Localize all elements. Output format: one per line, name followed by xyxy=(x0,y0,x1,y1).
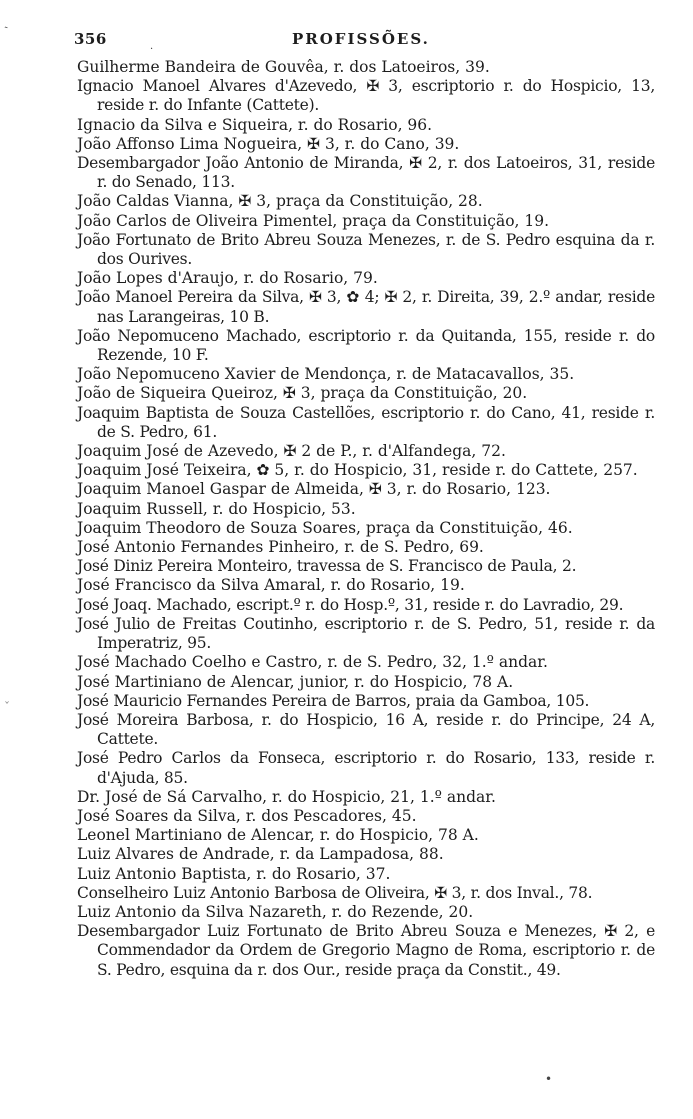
directory-entry: Joaquim Baptista de Souza Castellões, escriptorio r. do Cano, 41, reside r. de S. Pedro, 61. xyxy=(77,403,655,441)
directory-entry: João Affonso Lima Nogueira, ✠ 3, r. do Cano, 39. xyxy=(77,134,460,153)
directory-entry: José Mauricio Fernandes Pereira de Barros, praia da Gamboa, 105. xyxy=(77,691,590,710)
directory-entry: José Antonio Fernandes Pinheiro, r. de S. Pedro, 69. xyxy=(77,538,484,557)
directory-entry: João Nepomuceno Xavier de Mendonça, r. de Matacavallos, 35. xyxy=(77,365,575,384)
directory-entry: José Francisco da Silva Amaral, r. do Rosario, 19. xyxy=(77,576,465,595)
directory-entry: José Joaq. Machado, escript.º r. do Hosp.º, 31, reside r. do Lavradio, 29. xyxy=(77,595,624,614)
ink-speck: ˋ xyxy=(2,23,16,39)
directory-entry: João de Siqueira Queiroz, ✠ 3, praça da Constituição, 20. xyxy=(77,384,528,403)
directory-entry: Guilherme Bandeira de Gouvêa, r. dos Latoeiros, 39. xyxy=(77,58,490,76)
directory-entry: Conselheiro Luiz Antonio Barbosa de Oliveira, ✠ 3, r. dos Inval., 78. xyxy=(77,883,593,902)
running-title: PROFISSÕES. xyxy=(292,30,430,48)
directory-entry: José Julio de Freitas Coutinho, escriptorio r. de S. Pedro, 51, reside r. da Imperatriz, 95. xyxy=(77,614,655,653)
directory-entry: Ignacio da Silva e Siqueira, r. do Rosario, 96. xyxy=(77,115,433,134)
directory-entry: Joaquim Theodoro de Souza Soares, praça da Constituição, 46. xyxy=(77,518,573,537)
directory-entry: Joaquim Manoel Gaspar de Almeida, ✠ 3, r. do Rosario, 123. xyxy=(77,480,551,499)
directory-entry: João Nepomuceno Machado, escriptorio r. da Quitanda, 155, reside r. do Rezende, 10 F. xyxy=(77,326,655,365)
directory-entry: Dr. José de Sá Carvalho, r. do Hospicio, 21, 1.º andar. xyxy=(77,787,496,806)
directory-entry: Luiz Antonio Baptista, r. do Rosario, 37. xyxy=(77,864,391,883)
directory-entry: João Caldas Vianna, ✠ 3, praça da Constituição, 28. xyxy=(77,192,483,211)
directory-entry: João Lopes d'Araujo, r. do Rosario, 79. xyxy=(77,269,378,288)
directory-entry: Joaquim Russell, r. do Hospicio, 53. xyxy=(77,499,356,518)
directory-entry: Leonel Martiniano de Alencar, r. do Hospicio, 78 A. xyxy=(77,826,479,845)
directory-entry: João Fortunato de Brito Abreu Souza Menezes, r. de S. Pedro esquina da r. dos Ourives. xyxy=(77,230,655,269)
directory-entry: José Diniz Pereira Monteiro, travessa de S. Francisco de Paula, 2. xyxy=(77,557,577,576)
directory-entry: Desembargador Luiz Fortunato de Brito Abreu Souza e Menezes, ✠ 2, e Commendador da Ordem de Gregorio Magno de Roma, escriptorio r. de S. Pedro, esquina da r. dos Our., reside praça da Constit., 49. xyxy=(77,922,655,979)
page-number: 356 xyxy=(74,30,107,48)
directory-entry: Desembargador João Antonio de Miranda, ✠ 2, r. dos Latoeiros, 31, reside r. do Senado, 113. xyxy=(77,154,655,192)
directory-entry: José Martiniano de Alencar, junior, r. do Hospicio, 78 A. xyxy=(77,672,514,691)
directory-entry: José Pedro Carlos da Fonseca, escriptorio r. do Rosario, 133, reside r. d'Ajuda, 85. xyxy=(77,749,655,787)
directory-entry: João Manoel Pereira da Silva, ✠ 3, ✿ 4; ✠ 2, r. Direita, 39, 2.º andar, reside nas Larangeiras, 10 B. xyxy=(77,288,655,326)
directory-entry: Joaquim José Teixeira, ✿ 5, r. do Hospicio, 31, reside r. do Cattete, 257. xyxy=(77,461,638,480)
ink-speck: · xyxy=(150,44,154,55)
directory-entry: Luiz Alvares de Andrade, r. da Lampadosa, 88. xyxy=(77,845,444,864)
directory-entry: João Carlos de Oliveira Pimentel, praça da Constituição, 19. xyxy=(77,211,550,230)
directory-entry: Joaquim José de Azevedo, ✠ 2 de P., r. d'Alfandega, 72. xyxy=(77,442,506,461)
directory-entry: Luiz Antonio da Silva Nazareth, r. do Rezende, 20. xyxy=(77,902,474,921)
directory-entry: José Machado Coelho e Castro, r. de S. Pedro, 32, 1.º andar. xyxy=(77,653,548,672)
ink-speck: • xyxy=(545,1072,553,1086)
directory-entry: José Moreira Barbosa, r. do Hospicio, 16 A, reside r. do Principe, 24 A, Cattete. xyxy=(77,710,655,749)
directory-list xyxy=(77,58,655,980)
directory-entry: Ignacio Manoel Alvares d'Azevedo, ✠ 3, escriptorio r. do Hospicio, 13, reside r. do Infante (Cattete). xyxy=(77,77,655,115)
directory-entry: José Soares da Silva, r. dos Pescadores, 45. xyxy=(77,806,417,825)
ink-speck: ˇ xyxy=(4,700,10,714)
page-header xyxy=(74,30,634,54)
